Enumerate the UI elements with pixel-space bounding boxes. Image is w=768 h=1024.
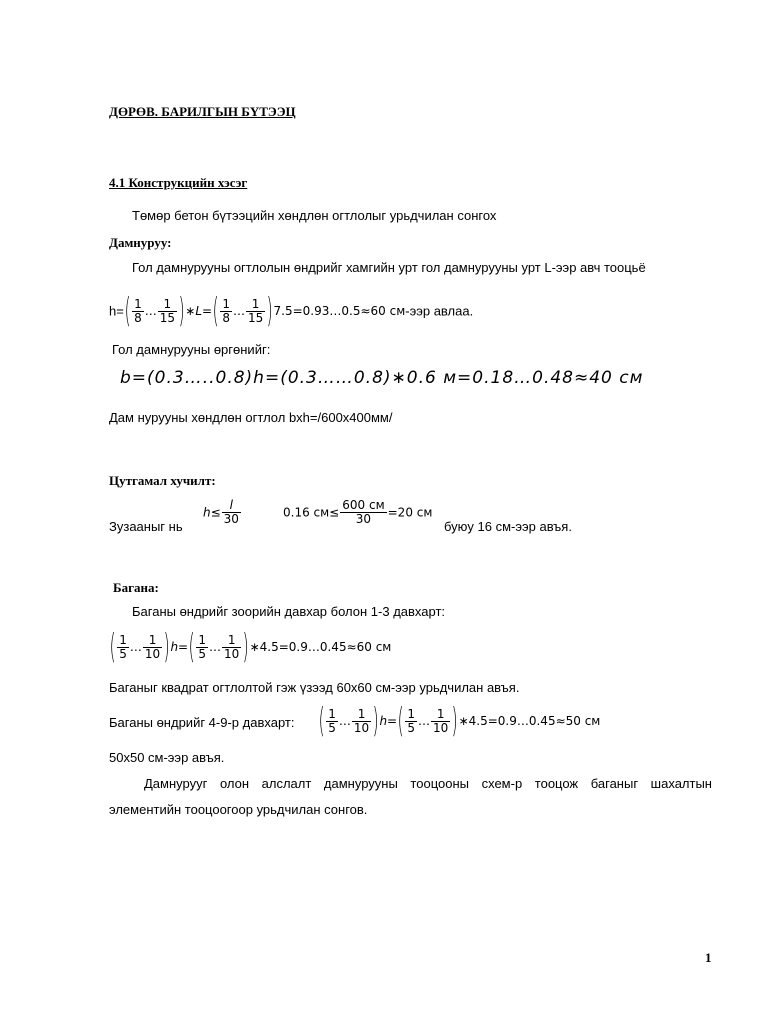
beam-title: Дамнуруу: [109, 235, 172, 250]
formula-prefix: h= [109, 303, 124, 319]
final-paragraph-line-2: элементийн тооцоогоор урьдчилан сонгов. [109, 802, 368, 817]
beam-height-formula: h=( $\frac{1}{8}$ … $\frac{1}{15}$ )∗L=( $\frac{1}{8}$ … $\frac{1}{15}$ )7.5=0.93…0.5≈60 см-ээр авлаа. [109, 291, 474, 331]
slab-label: Зузааныг нь [109, 519, 183, 534]
column-text-2: Баганыг квадрат огтлолтой гэж үзээд 60x60 см-ээр урьдчилан авъя. [109, 680, 520, 695]
column-text-4: 50x50 см-ээр авъя. [109, 750, 225, 765]
beam-text: Гол дамнурууны огтлолын өндрийг хамгийн урт гол дамнурууны урт L-ээр авч тооцьё [132, 260, 646, 275]
column-text-1: Баганы өндрийг зоорийн давхар болон 1-3 давхарт: [132, 604, 446, 619]
column-formula-2: ( $\frac{1}{5}$ … $\frac{1}{10}$ )h=( $\frac{1}{5}$ … $\frac{1}{10}$ )∗4.5=0.9…0.45≈50 см [318, 701, 601, 741]
beam-width-formula: b=(0.3…..0.8)h=(0.3……0.8)∗0.6 м=0.18…0.48≈40 см [120, 368, 644, 388]
slab-title: Цутгамал хучилт: [109, 473, 216, 488]
final-paragraph-line-1: Дамнурууг олон алслалт дамнурууны тооцооны схем-р тооцож баганыг шахалтын [144, 776, 712, 791]
slab-formula-1: h≤ $\frac{l}{30}$ [203, 498, 239, 526]
column-title: Багана: [113, 580, 159, 595]
page-number: 1 [705, 950, 712, 965]
slab-formula-2: 0.16 см≤ $\frac{600 см}{30}$ =20 см [283, 498, 433, 526]
beam-section-text: Дам нурууны хөндлөн огтлол bxh=/600x400мм/ [109, 410, 393, 425]
beam-width-label: Гол дамнурууны өргөнийг: [112, 342, 271, 357]
intro-text: Төмөр бетон бүтээцийн хөндлөн огтлолыг урьдчилан сонгох [132, 208, 497, 223]
section-heading: 4.1 Конструкцийн хэсэг [109, 175, 248, 190]
column-text-3: Баганы өндрийг 4-9-р давхарт: [109, 715, 295, 730]
chapter-heading: ДӨРӨВ. БАРИЛГЫН БҮТЭЭЦ [109, 104, 296, 119]
column-formula-1: ( $\frac{1}{5}$ … $\frac{1}{10}$ )h=( $\frac{1}{5}$ … $\frac{1}{10}$ )∗4.5=0.9…0.45≈60 см [109, 627, 392, 667]
slab-suffix: буюу 16 см-ээр авъя. [444, 519, 572, 534]
